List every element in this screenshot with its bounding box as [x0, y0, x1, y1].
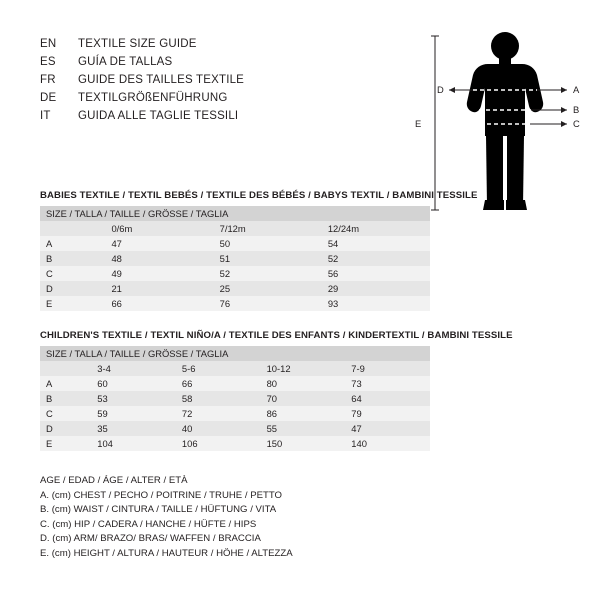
babies-row-b-v2: 51	[214, 251, 322, 266]
children-row-c-v4: 79	[345, 406, 430, 421]
table-row	[40, 376, 430, 391]
children-col-1: 3-4	[91, 361, 176, 376]
children-col-2: 5-6	[176, 361, 261, 376]
table-row	[40, 266, 430, 281]
figure-label-b: B	[573, 104, 580, 115]
children-row-a-v4: 73	[345, 376, 430, 391]
legend-line-b: B. (cm) WAIST / CINTURA / TAILLE / HÜFTUNG / VITA	[40, 504, 277, 516]
language-header-block	[40, 38, 370, 128]
language-row	[40, 92, 370, 110]
language-code-en: EN	[40, 38, 57, 50]
children-row-e-v2: 106	[176, 436, 261, 451]
children-row-b-v4: 64	[345, 391, 430, 406]
language-code-fr: FR	[40, 74, 56, 86]
babies-row-e-v2: 76	[214, 296, 322, 311]
babies-row-e-v1: 66	[105, 296, 213, 311]
babies-row-c-v1: 49	[105, 266, 213, 281]
children-col-3: 10-12	[261, 361, 346, 376]
children-table-section	[40, 330, 513, 451]
children-row-a-label: A	[40, 376, 91, 391]
children-row-b-v1: 53	[91, 391, 176, 406]
children-row-a-v3: 80	[261, 376, 346, 391]
figure-label-d: D	[437, 84, 444, 95]
babies-row-e-label: E	[40, 296, 105, 311]
table-row	[40, 296, 430, 311]
children-row-c-v1: 59	[91, 406, 176, 421]
body-measurement-figure	[415, 28, 585, 243]
language-row	[40, 56, 370, 74]
table-row	[40, 251, 430, 266]
legend-line-c: C. (cm) HIP / CADERA / HANCHE / HÜFTE / HIPS	[40, 518, 257, 530]
language-text-de: TEXTILGRÖßENFÜHRUNG	[78, 92, 228, 104]
table-row	[40, 406, 430, 421]
language-code-de: DE	[40, 92, 57, 104]
children-row-b-v3: 70	[261, 391, 346, 406]
children-col-blank	[40, 361, 91, 376]
legend-line-e: E. (cm) HEIGHT / ALTURA / HAUTEUR / HÖHE / ALTEZZA	[40, 547, 293, 559]
children-size-label: SIZE / TALLA / TAILLE / GRÖSSE / TAGLIA	[40, 346, 430, 361]
table-row-columns	[40, 221, 430, 236]
babies-row-b-label: B	[40, 251, 105, 266]
babies-size-label: SIZE / TALLA / TAILLE / GRÖSSE / TAGLIA	[40, 206, 430, 221]
babies-row-a-v1: 47	[105, 236, 213, 251]
language-text-en: TEXTILE SIZE GUIDE	[78, 38, 197, 50]
table-row	[40, 421, 430, 436]
babies-row-d-v2: 25	[214, 281, 322, 296]
legend-line-age: AGE / EDAD / ÁGE / ALTER / ETÀ	[40, 475, 188, 486]
language-text-it: GUIDA ALLE TAGLIE TESSILI	[78, 110, 239, 122]
child-silhouette-icon	[467, 32, 543, 210]
table-row-size-header	[40, 206, 430, 221]
legend-line-a: A. (cm) CHEST / PECHO / POITRINE / TRUHE / PETTO	[40, 489, 283, 501]
children-row-a-v1: 60	[91, 376, 176, 391]
children-size-table	[40, 346, 430, 451]
babies-table-section	[40, 190, 478, 311]
babies-col-blank	[40, 221, 105, 236]
babies-col-2: 7/12m	[214, 221, 322, 236]
babies-row-c-v3: 56	[322, 266, 430, 281]
figure-label-e: E	[415, 118, 422, 129]
babies-row-c-v2: 52	[214, 266, 322, 281]
babies-row-e-v3: 93	[322, 296, 430, 311]
babies-size-table	[40, 206, 430, 311]
children-row-c-label: C	[40, 406, 91, 421]
figure-label-a: A	[573, 84, 580, 95]
children-row-e-v1: 104	[91, 436, 176, 451]
children-row-b-label: B	[40, 391, 91, 406]
babies-row-a-label: A	[40, 236, 105, 251]
babies-col-3: 12/24m	[322, 221, 430, 236]
children-row-d-label: D	[40, 421, 91, 436]
table-row	[40, 436, 430, 451]
babies-row-b-v3: 52	[322, 251, 430, 266]
figure-label-c: C	[573, 118, 580, 129]
children-row-d-v4: 47	[345, 421, 430, 436]
children-row-d-v2: 40	[176, 421, 261, 436]
babies-row-d-v1: 21	[105, 281, 213, 296]
table-row-size-header	[40, 346, 430, 361]
language-text-fr: GUIDE DES TAILLES TEXTILE	[78, 74, 245, 86]
children-row-c-v2: 72	[176, 406, 261, 421]
language-code-es: ES	[40, 56, 56, 68]
language-row	[40, 110, 370, 128]
children-row-c-v3: 86	[261, 406, 346, 421]
children-row-e-label: E	[40, 436, 91, 451]
children-table-title: CHILDREN'S TEXTILE / TEXTIL NIÑO/A / TEXTILE DES ENFANTS / KINDERTEXTIL / BAMBINI TESSILE	[40, 330, 513, 341]
table-row-columns	[40, 361, 430, 376]
figure-svg	[425, 28, 585, 228]
children-row-e-v4: 140	[345, 436, 430, 451]
table-row	[40, 236, 430, 251]
babies-row-c-label: C	[40, 266, 105, 281]
table-row	[40, 391, 430, 406]
babies-row-a-v3: 54	[322, 236, 430, 251]
children-row-a-v2: 66	[176, 376, 261, 391]
language-text-es: GUÍA DE TALLAS	[78, 56, 173, 68]
children-row-e-v3: 150	[261, 436, 346, 451]
babies-row-d-label: D	[40, 281, 105, 296]
babies-col-1: 0/6m	[105, 221, 213, 236]
language-row	[40, 74, 370, 92]
babies-row-d-v3: 29	[322, 281, 430, 296]
babies-row-a-v2: 50	[214, 236, 322, 251]
measurement-legend	[40, 474, 293, 562]
table-row	[40, 281, 430, 296]
children-col-4: 7-9	[345, 361, 430, 376]
babies-table-title: BABIES TEXTILE / TEXTIL BEBÉS / TEXTILE DES BÉBÉS / BABYS TEXTIL / BAMBINI TESSILE	[40, 190, 478, 201]
language-row	[40, 38, 370, 56]
children-row-d-v1: 35	[91, 421, 176, 436]
children-row-b-v2: 58	[176, 391, 261, 406]
children-row-d-v3: 55	[261, 421, 346, 436]
legend-line-d: D. (cm) ARM/ BRAZO/ BRAS/ WAFFEN / BRACCIA	[40, 533, 261, 545]
language-code-it: IT	[40, 110, 51, 122]
babies-row-b-v1: 48	[105, 251, 213, 266]
